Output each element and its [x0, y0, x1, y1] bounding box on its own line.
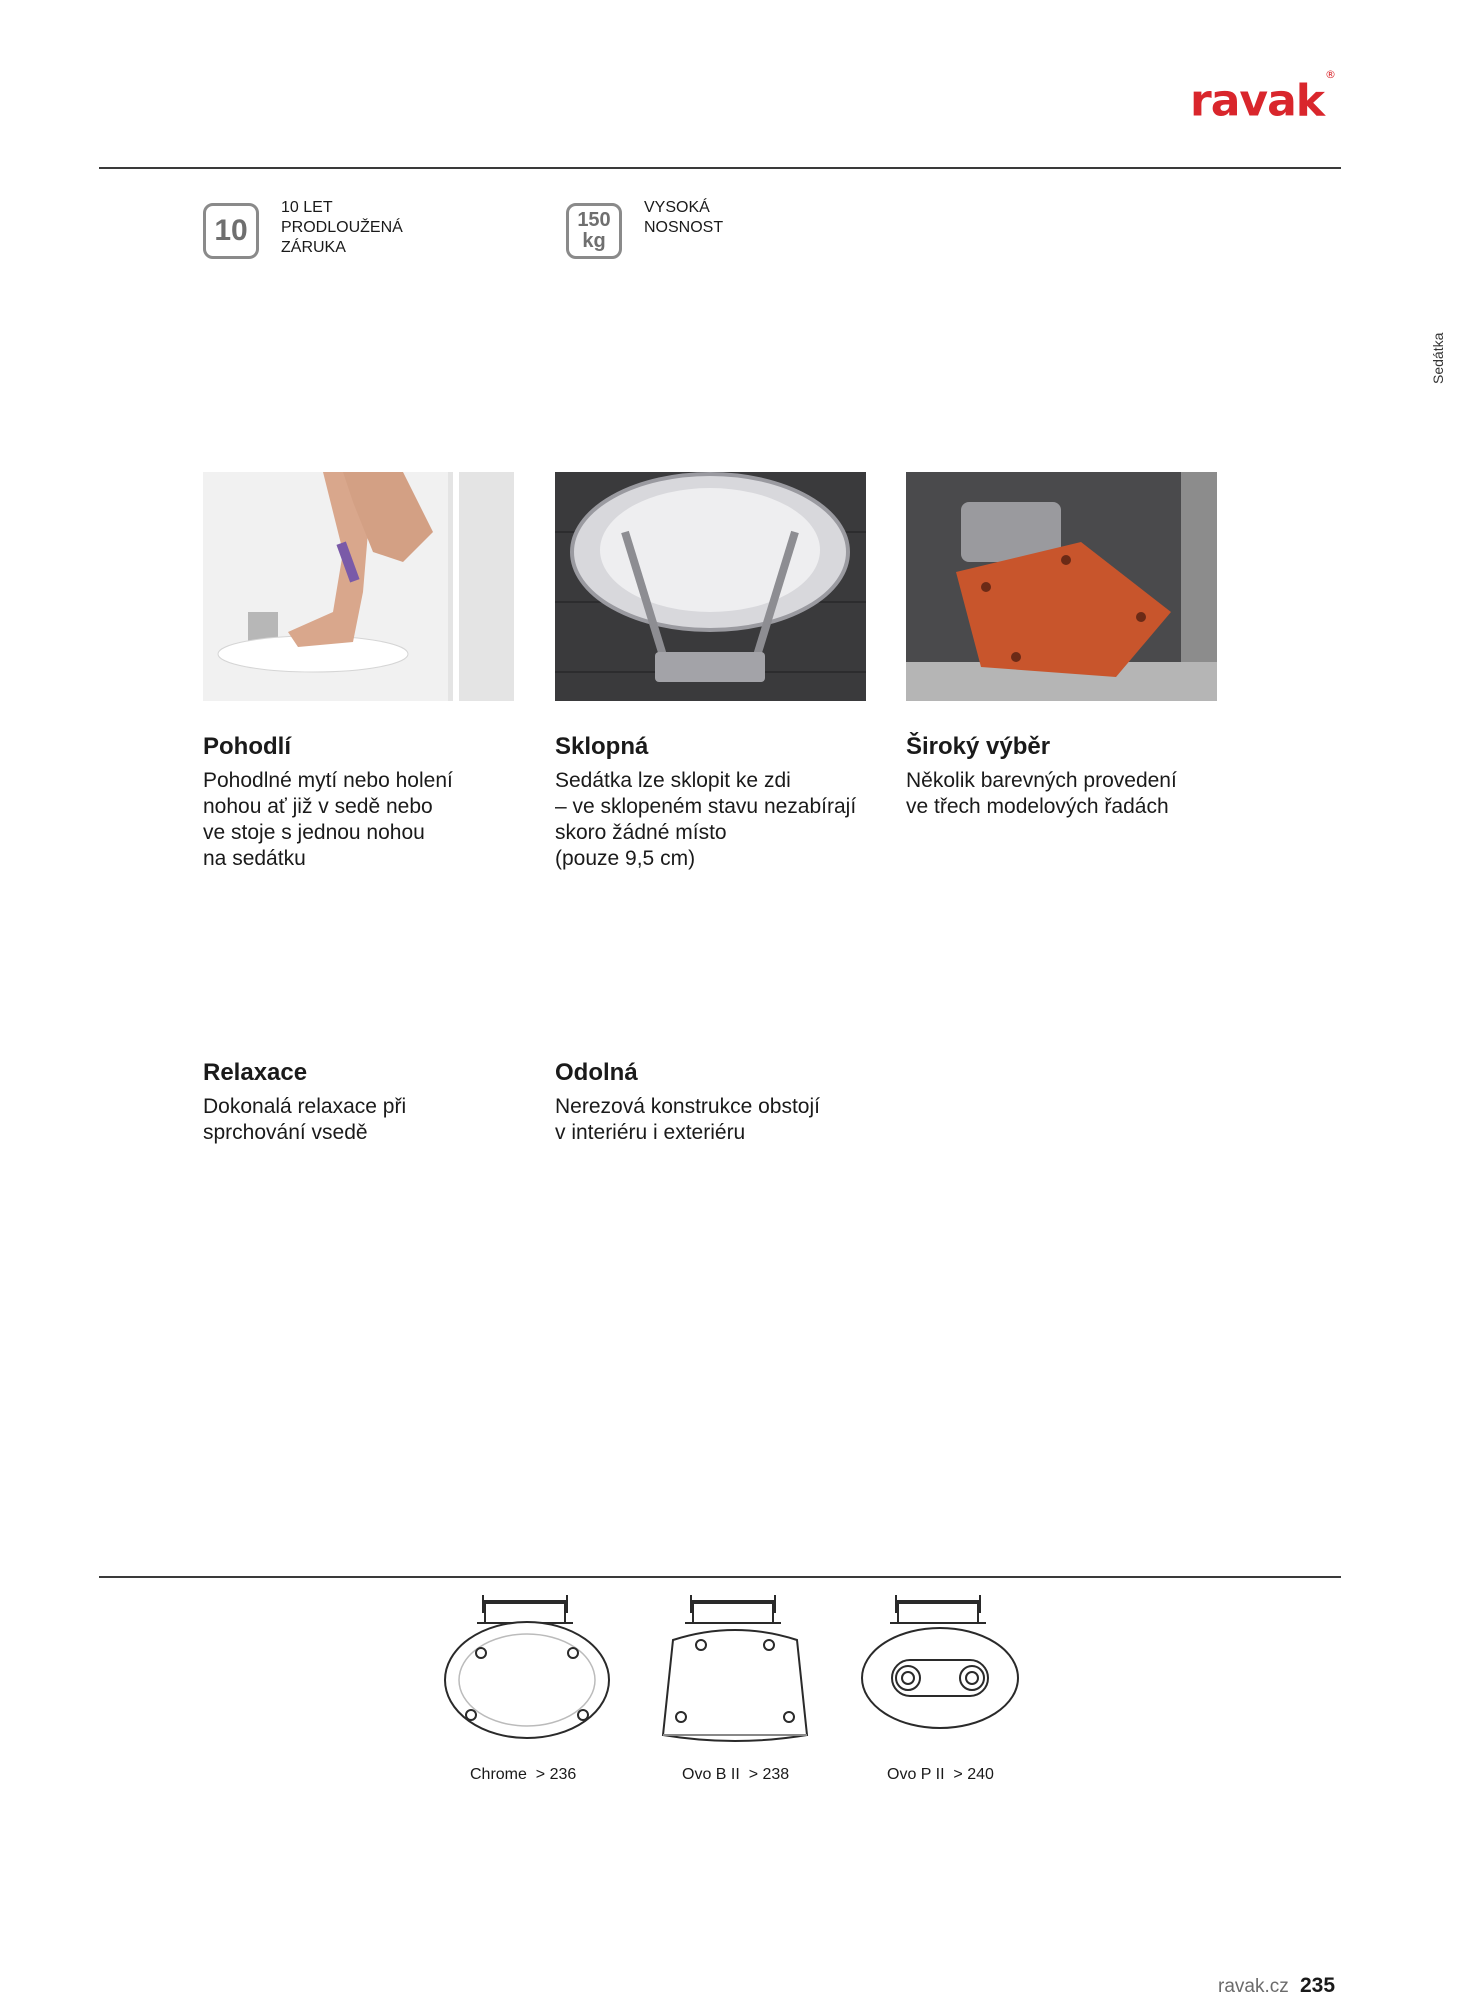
feature-description	[555, 768, 885, 872]
feature-line: – ve sklopeném stavu nezabírají	[555, 795, 857, 818]
feature-wide-choice	[906, 733, 1236, 820]
product-page-ref: > 240	[953, 1766, 994, 1783]
badge-line: 10 LET	[281, 199, 333, 216]
product-page-ref: > 236	[535, 1766, 577, 1783]
warranty-badge-text	[281, 198, 441, 258]
ovo-b-ii-caption	[682, 1766, 789, 1784]
load-capacity-badge-text	[644, 198, 804, 238]
feature-comfort	[203, 733, 533, 872]
load-capacity-unit: kg	[582, 230, 606, 252]
ovo-p-ii-seat-drawing	[850, 1585, 1030, 1755]
load-capacity-number: 150	[577, 209, 611, 231]
feature-title: Relaxace	[203, 1059, 308, 1086]
feature-durable	[555, 1059, 885, 1146]
footer-website: ravak.cz	[1218, 1976, 1289, 1997]
product-name: Chrome	[470, 1766, 527, 1783]
photo-folded-seat	[555, 472, 866, 701]
section-side-label: Sedátka	[1430, 332, 1446, 384]
feature-title: Sklopná	[555, 733, 649, 760]
feature-line: (pouze 9,5 cm)	[555, 847, 696, 870]
feature-line: Nerezová konstrukce obstojí	[555, 1095, 820, 1118]
feature-relaxation	[203, 1059, 533, 1146]
feature-description	[203, 768, 533, 872]
feature-description	[906, 768, 1236, 820]
badge-line: NOSNOST	[644, 219, 724, 236]
feature-line: nohou ať již v sedě nebo	[203, 795, 433, 818]
product-name: Ovo B II	[682, 1766, 740, 1783]
ovo-p-ii-caption	[887, 1766, 994, 1784]
feature-description	[555, 1094, 885, 1146]
warranty-badge-icon	[203, 203, 259, 259]
ravak-logo	[1190, 68, 1340, 127]
badge-line: ZÁRUKA	[281, 239, 346, 256]
feature-line: Sedátka lze sklopit ke zdi	[555, 769, 791, 792]
product-name: Ovo P II	[887, 1766, 945, 1783]
feature-line: ve stoje s jednou nohou	[203, 821, 425, 844]
warranty-badge-number: 10	[214, 214, 248, 247]
product-page-ref: > 238	[748, 1766, 790, 1783]
photo-leg-shaving	[203, 472, 514, 701]
feature-line: skoro žádné místo	[555, 821, 727, 844]
badge-line: VYSOKÁ	[644, 199, 710, 216]
feature-foldable	[555, 733, 885, 872]
page-number: 235	[1300, 1974, 1336, 1997]
feature-line: sprchování vsedě	[203, 1121, 368, 1144]
feature-title: Široký výběr	[906, 733, 1051, 760]
feature-line: v interiéru i exteriéru	[555, 1121, 746, 1144]
chrome-seat-drawing	[437, 1585, 617, 1755]
load-capacity-badge-icon	[566, 203, 622, 259]
registered-mark: ®	[1325, 68, 1336, 81]
feature-line: Několik barevných provedení	[906, 769, 1177, 792]
ovo-b-ii-seat-drawing	[645, 1585, 825, 1755]
feature-description	[203, 1094, 533, 1146]
badge-line: PRODLOUŽENÁ	[281, 219, 403, 236]
feature-title: Odolná	[555, 1059, 638, 1086]
photo-orange-seat	[906, 472, 1217, 701]
logo-text: ravak	[1190, 75, 1325, 127]
bottom-rule	[99, 1576, 1341, 1578]
feature-line: Dokonalá relaxace při	[203, 1095, 407, 1118]
feature-line: ve třech modelových řadách	[906, 795, 1169, 818]
feature-title: Pohodlí	[203, 733, 291, 760]
feature-line: na sedátku	[203, 847, 306, 870]
feature-line: Pohodlné mytí nebo holení	[203, 769, 453, 792]
top-rule	[99, 167, 1341, 169]
chrome-caption	[470, 1766, 576, 1784]
